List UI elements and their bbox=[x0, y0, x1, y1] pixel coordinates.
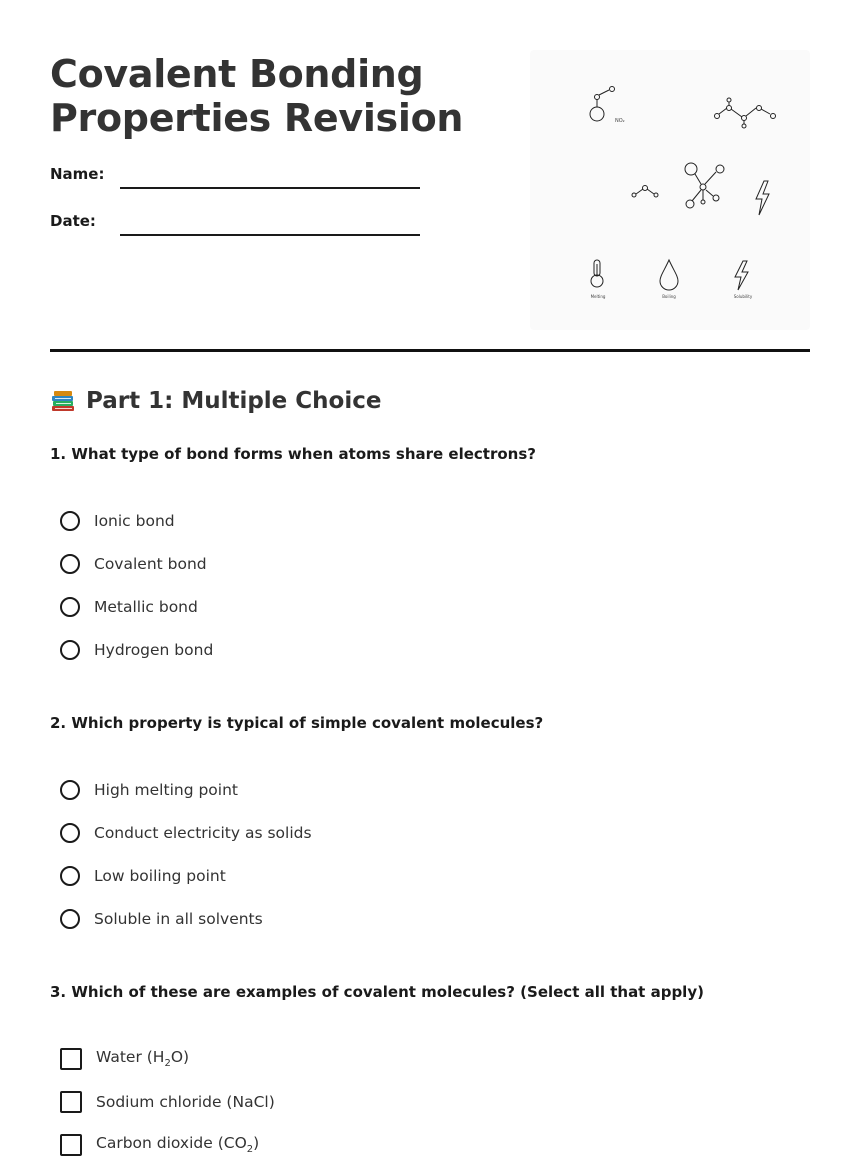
q3-option-2[interactable] bbox=[60, 1091, 275, 1113]
checkbox[interactable] bbox=[60, 1134, 82, 1156]
q1-option-3[interactable] bbox=[60, 597, 198, 617]
radio-button[interactable] bbox=[60, 554, 80, 574]
option-label: Covalent bond bbox=[94, 555, 207, 573]
books-icon bbox=[50, 388, 76, 414]
page-title bbox=[50, 52, 520, 140]
q2-option-2[interactable] bbox=[60, 823, 312, 843]
radio-button[interactable] bbox=[60, 823, 80, 843]
q3-option-3[interactable] bbox=[60, 1134, 259, 1156]
question-1: 1. What type of bond forms when atoms share electrons? bbox=[50, 445, 536, 463]
option-label: Sodium chloride (NaCl) bbox=[96, 1093, 275, 1111]
date-field[interactable] bbox=[120, 234, 420, 236]
question-2: 2. Which property is typical of simple covalent molecules? bbox=[50, 714, 544, 732]
q1-option-4[interactable] bbox=[60, 640, 213, 660]
molecule-illustration bbox=[530, 50, 810, 330]
radio-button[interactable] bbox=[60, 640, 80, 660]
title-line-2: Properties Revision bbox=[50, 96, 464, 140]
option-label: Low boiling point bbox=[94, 867, 226, 885]
option-label: Water $(H_2O)$ bbox=[96, 1048, 190, 1070]
q1-option-2[interactable] bbox=[60, 554, 207, 574]
checkbox[interactable] bbox=[60, 1091, 82, 1113]
q2-option-1[interactable] bbox=[60, 780, 238, 800]
question-3: 3. Which of these are examples of covalent molecules? (Select all that apply) bbox=[50, 983, 704, 1001]
section-title bbox=[50, 388, 381, 414]
option-label: Hydrogen bond bbox=[94, 641, 214, 659]
radio-button[interactable] bbox=[60, 866, 80, 886]
section-title-text: Part 1: Multiple Choice bbox=[86, 388, 382, 414]
q3-option-1[interactable] bbox=[60, 1048, 189, 1070]
melting-label: Melting bbox=[590, 294, 606, 299]
option-label: High melting point bbox=[94, 781, 238, 799]
checkbox[interactable] bbox=[60, 1048, 82, 1070]
q2-option-3[interactable] bbox=[60, 866, 226, 886]
option-label: Soluble in all solvents bbox=[94, 910, 263, 928]
title-line-1: Covalent Bonding bbox=[50, 52, 424, 96]
option-label: Ionic bond bbox=[94, 512, 175, 530]
radio-button[interactable] bbox=[60, 597, 80, 617]
formula-label: NO₂ bbox=[615, 118, 625, 124]
radio-button[interactable] bbox=[60, 909, 80, 929]
q2-option-4[interactable] bbox=[60, 909, 263, 929]
option-label: Carbon dioxide $(CO_2)$ bbox=[96, 1134, 260, 1156]
name-field[interactable] bbox=[120, 187, 420, 189]
name-label: Name: bbox=[50, 165, 105, 183]
solubility-label: Solubility bbox=[733, 294, 753, 299]
header-divider bbox=[50, 349, 810, 352]
q1-option-1[interactable] bbox=[60, 511, 175, 531]
boiling-label: Boiling bbox=[662, 294, 676, 299]
date-label: Date: bbox=[50, 212, 96, 230]
molecule-drawing-icon bbox=[530, 50, 810, 330]
radio-button[interactable] bbox=[60, 780, 80, 800]
radio-button[interactable] bbox=[60, 511, 80, 531]
option-label: Metallic bond bbox=[94, 598, 198, 616]
option-label: Conduct electricity as solids bbox=[94, 824, 312, 842]
